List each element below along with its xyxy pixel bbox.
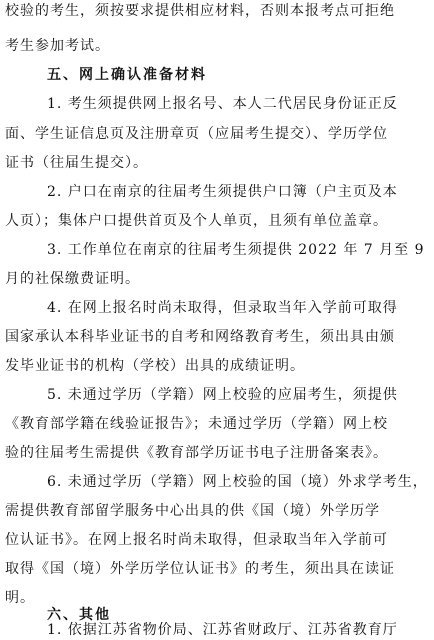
paragraph-line: 取得《国（境）外学历学位认证书》的考生，须出具在读证 [5, 561, 395, 577]
paragraph-line: 1. 依据江苏省物价局、江苏省财政厅、江苏省教育厅 [47, 622, 398, 638]
paragraph-line: 《教育部学籍在线验证报告》；未通过学历（学籍）网上校 [5, 416, 388, 432]
paragraph-line: 考生参加考试。 [5, 38, 110, 54]
paragraph-line: 国家承认本科毕业证书的自考和网络教育考生，须出具由颁 [5, 329, 395, 345]
paragraph-line: 6. 未通过学历（学籍）网上校验的国（境）外求学考生， [47, 474, 428, 490]
paragraph-line: 证书（往届生提交）。 [5, 155, 148, 171]
paragraph-line: 5. 未通过学历（学籍）网上校验的应届考生，须提供 [47, 387, 398, 403]
paragraph-line: 面、学生证信息页及注册章页（应届考生提交）、学历学位 [5, 126, 388, 142]
paragraph-line: 需提供教育部留学服务中心出具的供《国（境）外学历学 [5, 503, 380, 519]
paragraph-line: 发毕业证书的机构（学校）出具的成绩证明。 [5, 358, 305, 374]
section-heading: 六、其他 [47, 607, 111, 623]
paragraph-line: 4. 在网上报名时尚未取得，但录取当年入学前可取得 [47, 300, 398, 316]
paragraph-line: 校验的考生，须按要求提供相应材料，否则本报考点可拒绝 [5, 3, 395, 19]
section-heading: 五、网上确认准备材料 [47, 67, 207, 83]
paragraph-line: 2. 户口在南京的往届考生须提供户口簿（户主页及本 [47, 184, 398, 200]
paragraph-line: 位认证书》。在网上报名时尚未取得，但录取当年入学前可 [5, 532, 388, 548]
paragraph-line: 月的社保缴费证明。 [5, 271, 140, 287]
paragraph-line: 验的往届考生需提供《教育部学历证书电子注册备案表》。 [5, 445, 388, 461]
paragraph-line: 3. 工作单位在南京的往届考生须提供 2022 年 7 月至 9 [47, 242, 425, 258]
paragraph-line: 明。 [5, 590, 35, 606]
paragraph-line: 1. 考生须提供网上报名号、本人二代居民身份证正反 [47, 96, 398, 112]
paragraph-line: 人页）；集体户口提供首页及个人单页，且须有单位盖章。 [5, 213, 388, 229]
